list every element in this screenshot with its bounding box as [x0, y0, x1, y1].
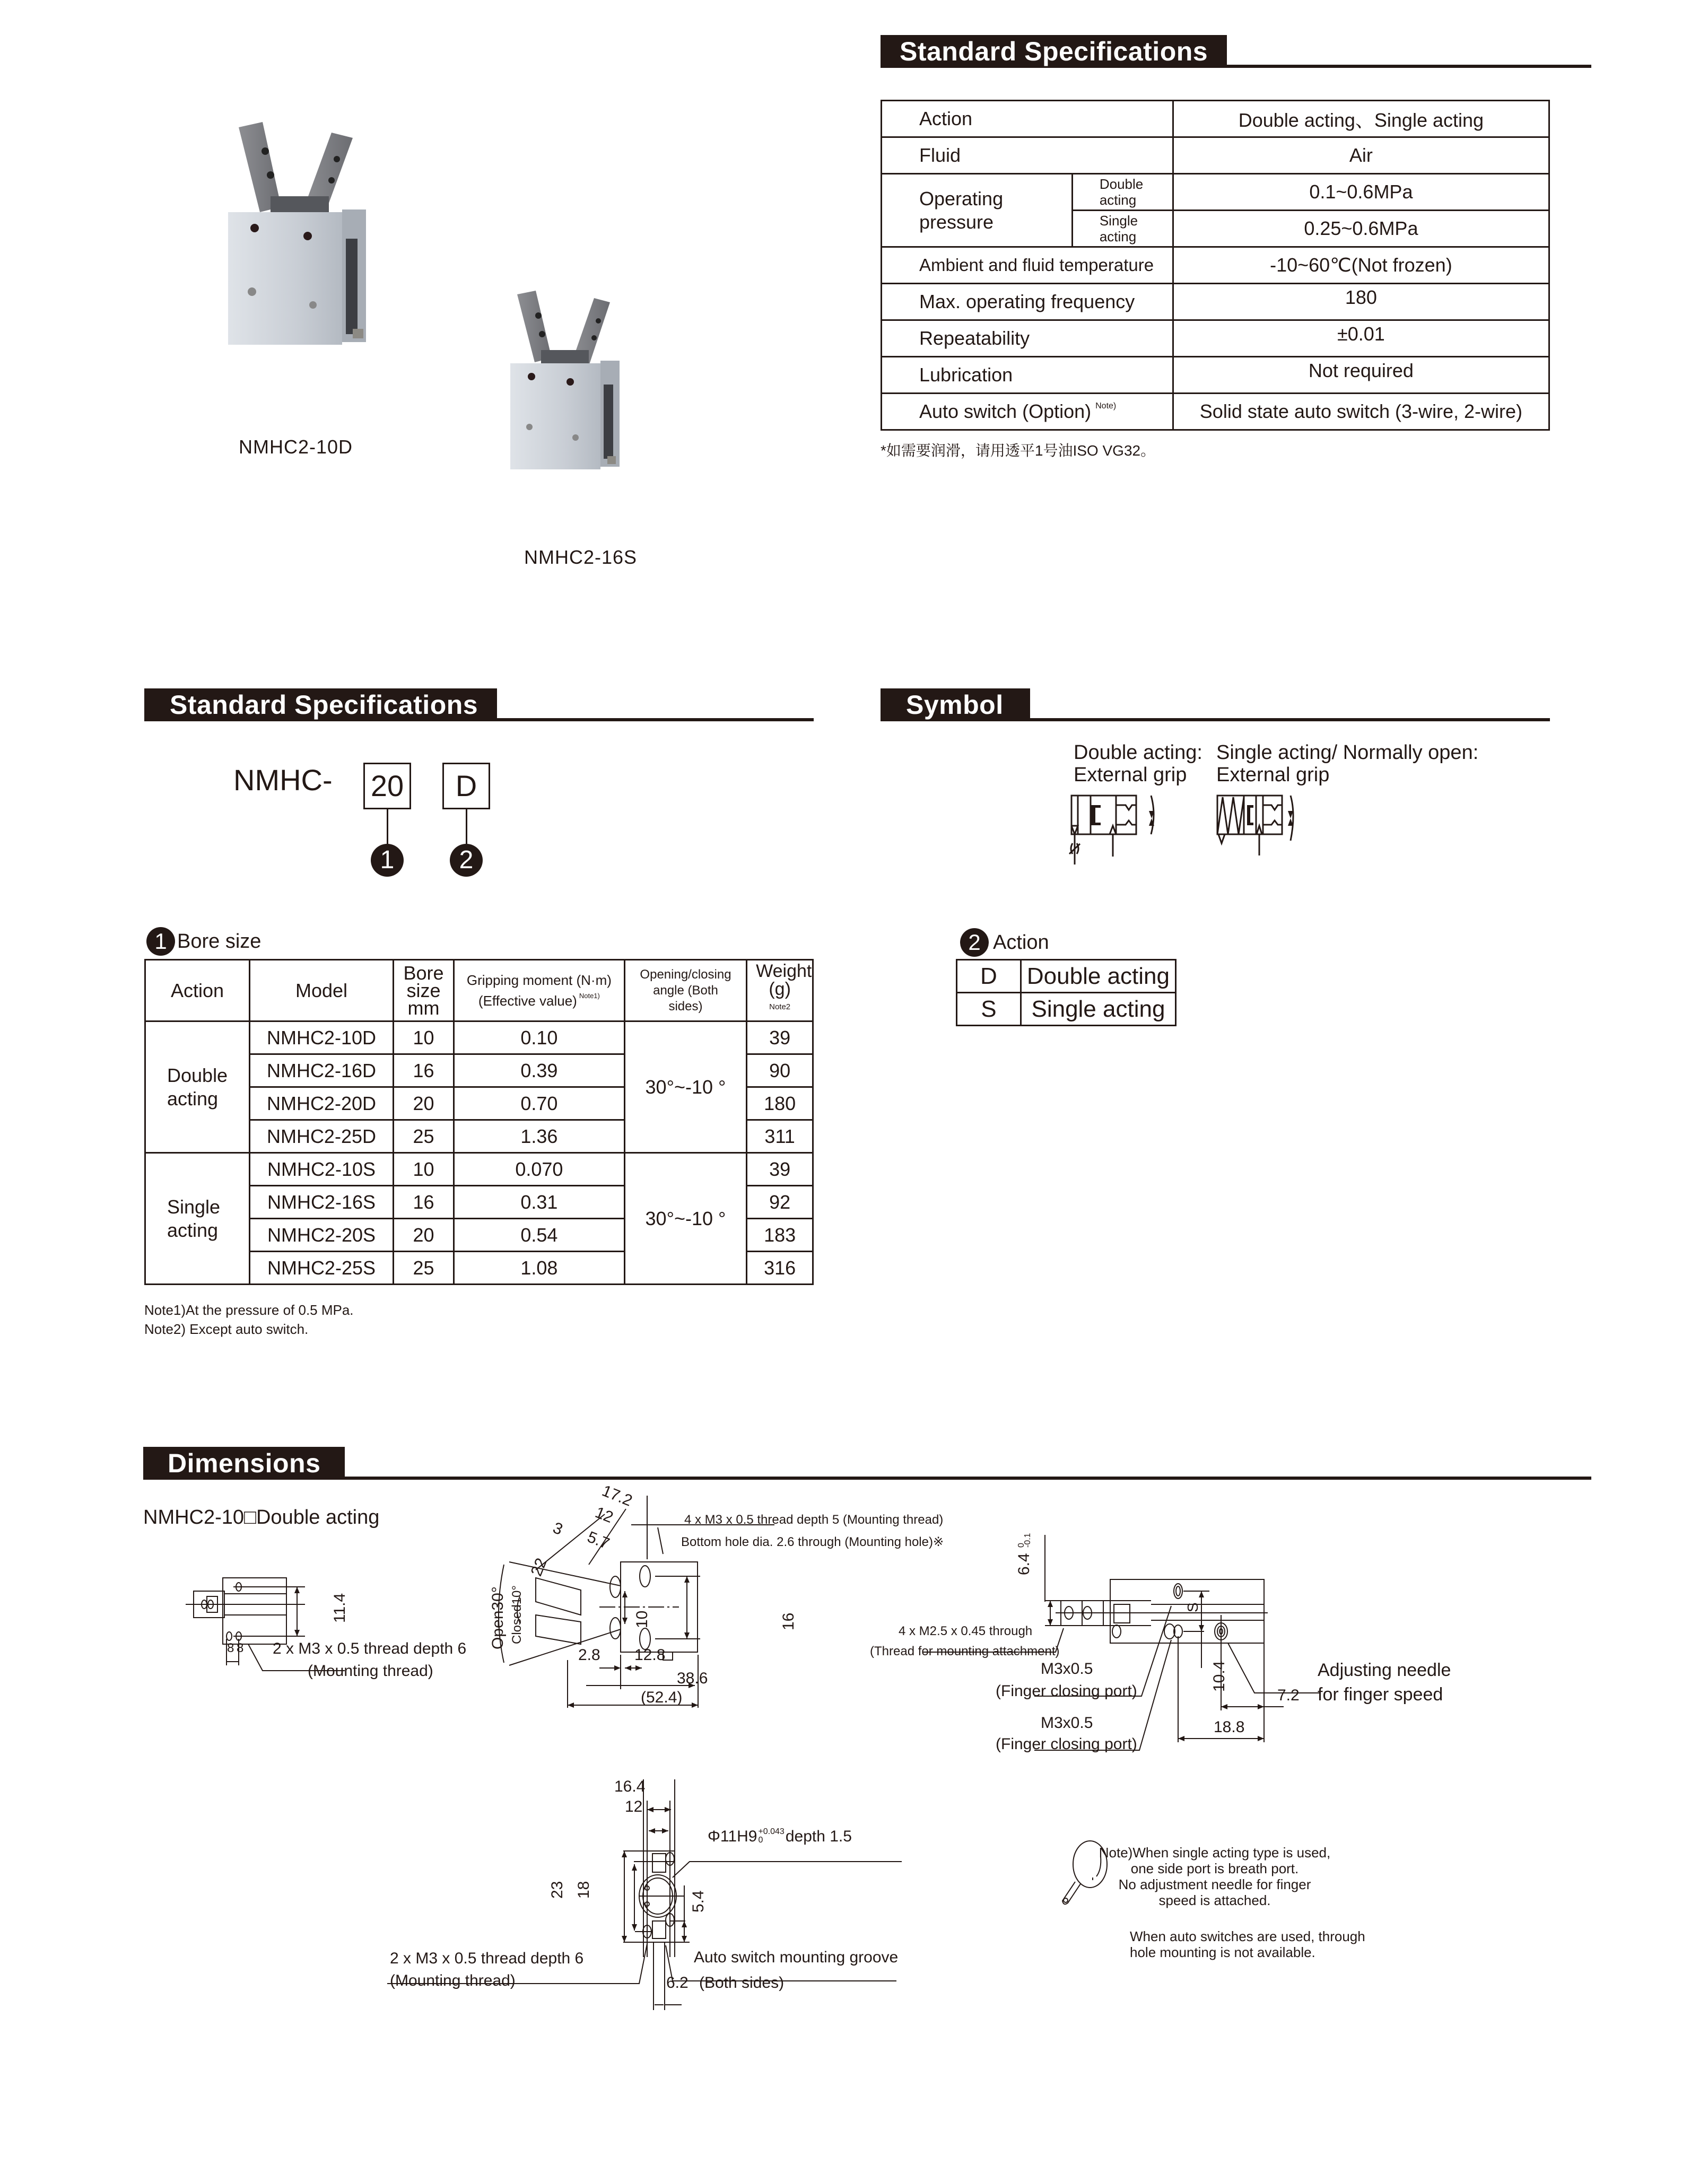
angle-cell: 30°~-10 °	[624, 1021, 747, 1153]
spec-value: 0.1~0.6MPa	[1173, 174, 1549, 211]
spec-row	[882, 284, 1549, 320]
dim-label-11-4	[329, 1593, 350, 1628]
action-title	[960, 928, 1049, 957]
piston-icon	[1247, 805, 1253, 825]
note-marker: Note)	[1095, 401, 1117, 411]
dim-label-17-2: 17.2	[599, 1482, 635, 1510]
single-acting-note	[1093, 1845, 1337, 1908]
spec-value: Double acting、Single acting	[1173, 101, 1549, 137]
spec-row	[882, 357, 1549, 394]
port2-size: M3x0.5	[1041, 1714, 1093, 1732]
groove-callout-line2: (Both sides)	[699, 1974, 785, 1992]
model-cell: NMHC2-10S	[250, 1153, 394, 1186]
product-photo-nmhc2-10d	[223, 117, 424, 414]
bore-cell: 10	[393, 1021, 454, 1054]
closed-angle-label: Closed10°	[510, 1585, 524, 1644]
bore-notes	[144, 1300, 354, 1339]
weight-label: Weight (g)	[756, 961, 812, 999]
col-header-moment	[454, 960, 625, 1021]
code-leader-line	[387, 809, 388, 844]
dim-label-12-8: 12.8	[634, 1646, 666, 1664]
weight-cell: 92	[747, 1186, 813, 1219]
spec-row	[882, 320, 1549, 357]
model-cell: NMHC2-10D	[250, 1021, 394, 1054]
note-line: hole mounting is not available.	[1130, 1944, 1315, 1960]
bore-callout-suffix: depth 1.5	[785, 1828, 852, 1845]
col-header-model: Model	[250, 960, 394, 1021]
moment-cell: 1.36	[454, 1120, 625, 1153]
end-view-vertical-labels	[541, 1867, 711, 1931]
moment-cell: 0.31	[454, 1186, 625, 1219]
piston-icon	[1091, 805, 1101, 825]
table-row	[957, 960, 1176, 993]
dimensions-subtitle: NMHC2-10□Double acting	[143, 1506, 380, 1529]
dim-label-52-4: (52.4)	[641, 1689, 683, 1706]
spec-label: Max. operating frequency	[882, 284, 1173, 320]
note-2: Note2) Except auto switch.	[144, 1321, 309, 1337]
dim-label-7-2: 7.2	[1277, 1687, 1300, 1704]
spec-row	[882, 137, 1549, 174]
model-prefix: NMHC-	[233, 763, 333, 797]
section-title: Standard Specifications	[144, 688, 497, 721]
action-desc: Single acting	[1021, 993, 1175, 1026]
groove-callout-line1: Auto switch mounting groove	[694, 1949, 899, 1966]
port1-desc: (Finger closing port)	[996, 1682, 1137, 1700]
action-table	[956, 959, 1177, 1026]
marker-2: 2	[960, 928, 989, 957]
spec-label: Repeatability	[882, 320, 1173, 357]
bore-callout-main: Φ11H9	[708, 1828, 757, 1845]
label-line: Double acting:	[1074, 741, 1202, 764]
port-s-label: S	[1184, 1602, 1201, 1612]
port2-desc: (Finger closing port)	[996, 1735, 1137, 1753]
model-cell: NMHC2-20S	[250, 1219, 394, 1252]
dim-vertical-labels	[626, 1596, 806, 1644]
section-title: Dimensions	[143, 1447, 345, 1480]
side-callout-line2: (Mounting thread)	[308, 1662, 433, 1680]
table-header-row	[145, 960, 813, 1021]
port1-size: M3x0.5	[1041, 1660, 1093, 1678]
action-cell: Single acting	[145, 1153, 250, 1285]
tol-lower: -0.1	[1023, 1533, 1032, 1548]
angle-cell: 30°~-10 °	[624, 1153, 747, 1285]
dim-text: 11.4	[331, 1593, 348, 1623]
moment-cell: 0.10	[454, 1021, 625, 1054]
dim-label-8: 8	[227, 1641, 234, 1655]
end-thread-callout-line1: 2 x M3 x 0.5 thread depth 6	[390, 1950, 584, 1967]
spec-value: 180	[1173, 284, 1549, 320]
section-header-dimensions	[143, 1447, 1591, 1480]
dim-label-12: 12	[592, 1503, 616, 1527]
dim-label-18: 18	[575, 1881, 592, 1899]
spring-icon	[1217, 797, 1244, 834]
spec-value: -10~60℃(Not frozen)	[1173, 247, 1549, 284]
dim-label-10-4: 10.4	[1210, 1661, 1228, 1692]
product-photo-nmhc2-16s	[504, 286, 663, 514]
front-callout-line1: 4 x M3 x 0.5 thread depth 5 (Mounting thread)	[684, 1513, 944, 1527]
bore-cell: 20	[393, 1087, 454, 1120]
dim-label-16: 16	[780, 1612, 797, 1630]
note-marker: Note2	[769, 1002, 791, 1011]
action-desc: Double acting	[1021, 960, 1175, 993]
bore-cell: 25	[393, 1120, 454, 1153]
dim-label-8: 8	[237, 1641, 244, 1655]
dim-label-16-4: 16.4	[614, 1778, 646, 1795]
dim-label-6-4: 6.4	[1015, 1553, 1033, 1575]
side-callout-line1: 2 x M3 x 0.5 thread depth 6	[273, 1640, 467, 1657]
spec-value: ±0.01	[1173, 320, 1549, 357]
dim-label-23: 23	[548, 1881, 566, 1899]
note-1: Note1)At the pressure of 0.5 MPa.	[144, 1302, 354, 1318]
section-header-standard-specs	[144, 688, 814, 721]
photo-caption: NMHC2-16S	[524, 546, 638, 568]
spec-value: Not required	[1173, 357, 1549, 394]
weight-cell: 39	[747, 1153, 813, 1186]
col-header-weight	[747, 960, 813, 1021]
bore-cell: 16	[393, 1054, 454, 1087]
dim-label-5-7: 5.7	[585, 1528, 612, 1553]
weight-cell: 90	[747, 1054, 813, 1087]
note-line: Note)When single acting type is used,	[1099, 1845, 1331, 1861]
needle-label-line2: for finger speed	[1318, 1684, 1443, 1705]
spec-sublabel: Single acting	[1072, 211, 1173, 247]
bore-size-title	[146, 927, 261, 956]
col-header-angle: Opening/closing angle (Both sides)	[624, 960, 747, 1021]
tol-upper: 0	[1017, 1543, 1026, 1548]
moment-cell: 0.70	[454, 1087, 625, 1120]
spec-table	[881, 100, 1550, 431]
dim-label-2-8: 2.8	[578, 1646, 600, 1664]
pneumatic-symbol-double-acting	[1071, 793, 1204, 870]
spec-label-text: Auto switch (Option)	[919, 400, 1092, 422]
tol-upper: +0.043	[758, 1827, 785, 1836]
spec-row	[882, 247, 1549, 284]
model-cell: NMHC2-25D	[250, 1120, 394, 1153]
moment-cell: 0.54	[454, 1219, 625, 1252]
dim-label-5-4: 5.4	[690, 1890, 707, 1913]
label-line: External grip	[1074, 764, 1187, 786]
spec-label: Lubrication	[882, 357, 1173, 394]
spec-label: Ambient and fluid temperature	[882, 247, 1173, 284]
dim-label-22: 22	[527, 1556, 551, 1579]
col-header-action: Action	[145, 960, 250, 1021]
bore-callout	[708, 1828, 852, 1846]
model-cell: NMHC2-16D	[250, 1054, 394, 1087]
section-title: Standard Specifications	[881, 35, 1227, 68]
bore-cell: 25	[393, 1252, 454, 1285]
dim-label-3: 3	[550, 1519, 565, 1539]
dim-label-6-2: 6.2	[666, 1974, 689, 1992]
section-header-standard-specs-top	[881, 35, 1591, 68]
table-row	[145, 1153, 813, 1186]
weight-cell: 39	[747, 1021, 813, 1054]
spec-value: Air	[1173, 137, 1549, 174]
angle-labels	[477, 1570, 541, 1655]
auto-switch-note	[1130, 1928, 1365, 1960]
open-angle-label: Open30°	[489, 1586, 507, 1649]
moment-label: Gripping moment (N·m)	[466, 972, 612, 988]
attach-callout-line1: 4 x M2.5 x 0.45 through	[899, 1624, 1033, 1638]
table-row	[145, 1021, 813, 1054]
model-cell: NMHC2-16S	[250, 1186, 394, 1219]
action-code: S	[957, 993, 1021, 1026]
marker-1: 1	[146, 927, 175, 956]
action-code: D	[957, 960, 1021, 993]
front-callout-line2: Bottom hole dia. 2.6 through (Mounting hole)※	[681, 1535, 944, 1549]
label-line: Single acting/ Normally open:	[1216, 741, 1479, 764]
moment-cell: 1.08	[454, 1252, 625, 1285]
marker-2: 2	[450, 844, 483, 877]
code-leader-line	[466, 809, 467, 844]
label-line: External grip	[1216, 764, 1330, 786]
lubrication-footnote: *如需要润滑，请用透平1号油ISO VG32。	[881, 442, 1156, 459]
bore-cell: 16	[393, 1186, 454, 1219]
section-title: Symbol	[881, 688, 1030, 721]
bore-cell: 20	[393, 1219, 454, 1252]
action-cell: Double acting	[145, 1021, 250, 1153]
action-label: Action	[993, 931, 1049, 954]
moment-cell: 0.070	[454, 1153, 625, 1186]
code-box-bore: 20	[363, 763, 411, 809]
spec-label: Operating pressure	[882, 174, 1073, 247]
spec-value: 0.25~0.6MPa	[1173, 211, 1549, 247]
symbol-label-double	[1074, 741, 1202, 786]
attach-callout-line2: (Thread for mounting attachment)	[870, 1644, 1060, 1658]
marker-1: 1	[371, 844, 404, 877]
bore-size-label: Bore size	[177, 930, 262, 953]
bore-cell: 10	[393, 1153, 454, 1186]
end-thread-callout-line2: (Mounting thread)	[390, 1972, 516, 1989]
dim-label-38-6: 38.6	[677, 1670, 708, 1687]
moment-cell: 0.39	[454, 1054, 625, 1087]
spec-row	[882, 174, 1549, 211]
weight-cell: 183	[747, 1219, 813, 1252]
section-header-symbol	[881, 688, 1550, 721]
note-line: one side port is breath port.	[1130, 1861, 1299, 1876]
weight-cell: 311	[747, 1120, 813, 1153]
moment-sublabel: (Effective value)	[478, 993, 577, 1009]
pneumatic-symbol-single-acting	[1217, 793, 1350, 870]
model-cell: NMHC2-25S	[250, 1252, 394, 1285]
note-line: speed is attached.	[1158, 1892, 1271, 1908]
weight-cell: 316	[747, 1252, 813, 1285]
weight-cell: 180	[747, 1087, 813, 1120]
tol-lower: 0	[758, 1836, 763, 1845]
spec-label: Action	[882, 101, 1173, 137]
spec-row	[882, 101, 1549, 137]
dim-label-10: 10	[633, 1610, 651, 1628]
spec-row	[882, 394, 1549, 430]
col-header-bore: Bore size mm	[393, 960, 454, 1021]
spec-label	[882, 394, 1173, 430]
photo-caption: NMHC2-10D	[239, 436, 353, 458]
note-line: No adjustment needle for finger	[1118, 1876, 1311, 1892]
bore-size-table	[144, 959, 814, 1285]
note-line: When auto switches are used, through	[1130, 1928, 1365, 1944]
code-box-action: D	[442, 763, 490, 809]
spec-sublabel: Double acting	[1072, 174, 1173, 211]
spec-value: Solid state auto switch (3-wire, 2-wire)	[1173, 394, 1549, 430]
spec-label: Fluid	[882, 137, 1173, 174]
dim-label-18-8: 18.8	[1214, 1718, 1245, 1736]
model-cell: NMHC2-20D	[250, 1087, 394, 1120]
dim-label-12: 12	[625, 1798, 643, 1815]
needle-label-line1: Adjusting needle	[1318, 1660, 1451, 1680]
symbol-label-single	[1216, 741, 1478, 786]
note-marker: Note1)	[579, 992, 600, 1000]
table-row	[957, 993, 1176, 1026]
